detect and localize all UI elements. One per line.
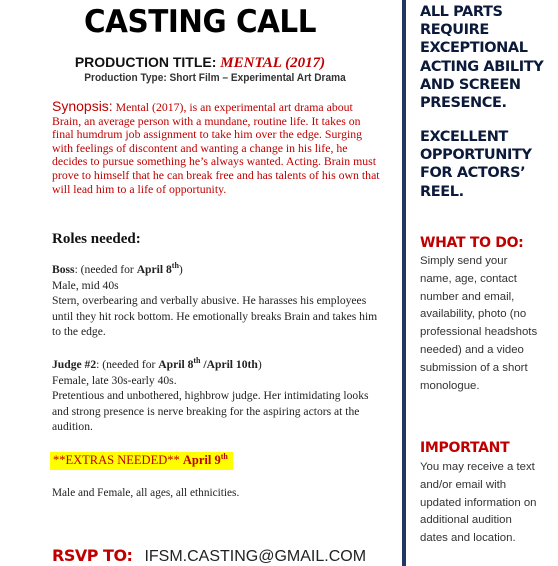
extras-date-sup: th <box>220 451 228 461</box>
important-heading: IMPORTANT <box>420 440 510 456</box>
what-to-do-heading: WHAT TO DO: <box>420 235 524 251</box>
role-judge-needed-prefix: : (needed for <box>96 358 159 371</box>
role-boss-needed-suffix: ) <box>178 263 183 276</box>
synopsis <box>52 100 382 196</box>
role-judge-header <box>52 357 382 373</box>
role-judge-profile: Female, late 30s-early 40s. <box>52 373 177 387</box>
synopsis-text: Mental (2017), is an experimental art drama about Brain, an average person with a mundane, routine life. It takes on final humdrum job assignment to take him over the edge. Surging with feelings of discontent and wanting a change in his life, he decides to pursue something he’s always wanted. Acting. Brain must prove to himself that he can break free and has talents of his own that will lead him to a life of opportunity. <box>52 100 380 196</box>
role-boss <box>52 262 382 340</box>
role-judge-description: Pretentious and unbothered, highbrow judge. Her intimidating looks and strong presence is nerve breaking for the aspiring actors at the audition. <box>52 389 369 433</box>
page-title: CASTING CALL <box>84 4 316 40</box>
role-boss-date-sup: th <box>171 261 179 271</box>
role-boss-date <box>137 263 179 276</box>
role-boss-name: Boss <box>52 263 75 276</box>
role-judge-needed-suffix: ) <box>257 358 262 371</box>
extras-label: **EXTRAS NEEDED** <box>53 453 183 467</box>
role-judge-name: Judge #2 <box>52 358 97 371</box>
production-title-line <box>0 54 400 72</box>
role-judge-date <box>158 358 258 371</box>
extras-banner <box>50 452 233 470</box>
extras-date <box>183 453 228 467</box>
sidebar-divider <box>402 0 406 566</box>
rsvp-label: RSVP TO: <box>52 546 133 565</box>
rsvp-email-link[interactable]: IFSM.CASTING@GMAIL.COM <box>144 548 367 565</box>
roles-heading: Roles needed: <box>52 231 141 247</box>
extras-description: Male and Female, all ages, all ethnicities. <box>52 487 240 499</box>
role-boss-profile: Male, mid 40s <box>52 278 119 292</box>
what-to-do-text: Simply send your name, age, contact number and email, availability, photo (no professional headshots needed) and a video submission of a short monologue. <box>420 255 538 392</box>
extras-date-main: April 9 <box>182 453 221 467</box>
role-boss-description: Stern, overbearing and verbally abusive. He harasses his employees until they hit rock bottom. He emotionally breaks Brain and takes him to the edge. <box>52 294 378 338</box>
role-boss-header <box>52 262 382 278</box>
sidebar-requirement: ALL PARTS REQUIRE EXCEPTIONAL ACTING ABILITY AND SCREEN PRESENCE. <box>420 4 544 112</box>
role-judge-date-rest: /April 10th <box>200 358 258 371</box>
role-boss-date-main: April 8 <box>136 263 172 276</box>
production-type: Production Type: Short Film – Experimental Art Drama <box>84 72 346 84</box>
synopsis-label: Synopsis: <box>52 98 113 114</box>
production-title-label: PRODUCTION TITLE: <box>74 54 217 70</box>
role-judge-date-main: April 8 <box>158 358 194 371</box>
important-text: You may receive a text and/or email with updated information on additional audition dates and location. <box>420 461 537 545</box>
role-judge <box>52 357 382 435</box>
sidebar-opportunity: EXCELLENT OPPORTUNITY FOR ACTORS’ REEL. <box>420 129 532 200</box>
role-boss-needed-prefix: : (needed for <box>74 263 137 276</box>
production-name: MENTAL (2017) <box>220 55 326 71</box>
rsvp <box>52 546 366 566</box>
role-judge-date-sup: th <box>193 356 201 366</box>
